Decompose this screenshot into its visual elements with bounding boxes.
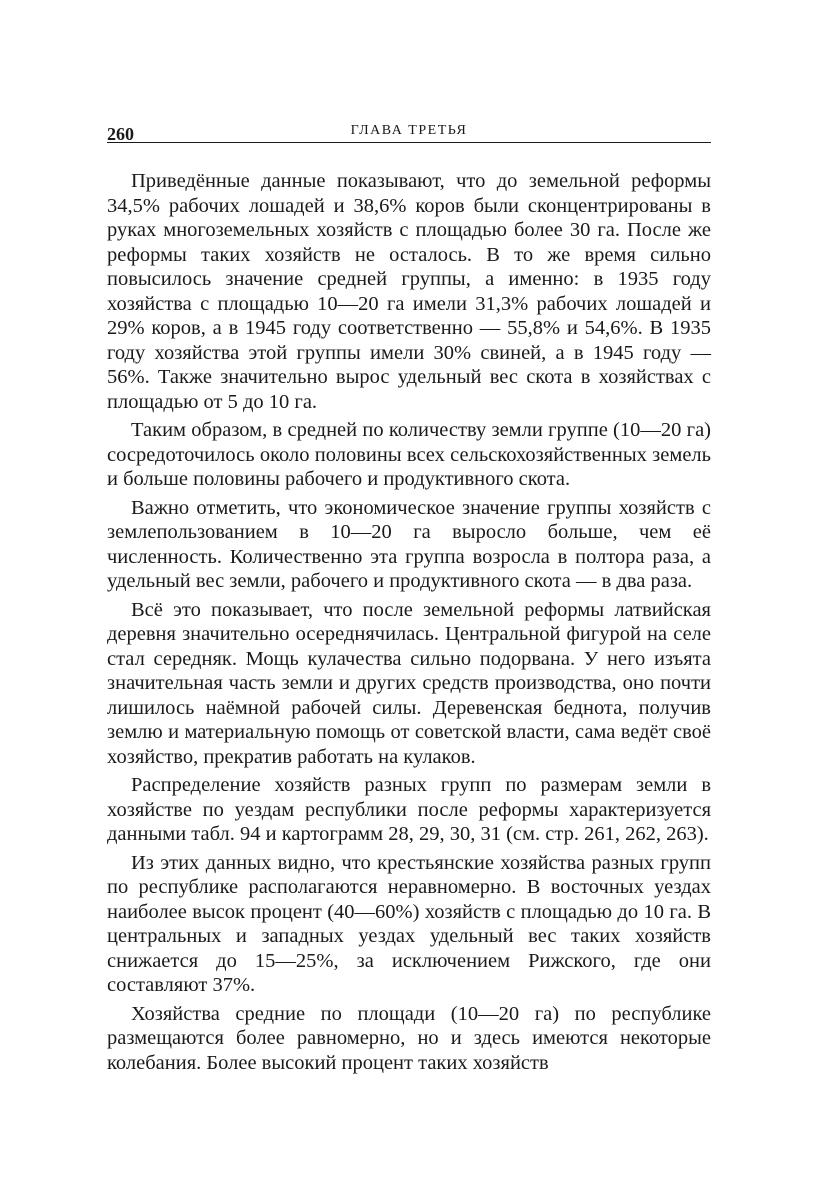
paragraph: Таким образом, в средней по количеству земли группе (10—20 га) сосредоточилось около половины всех сельскохозяйственных земель и больше половины рабочего и продуктивного скота.	[107, 419, 711, 490]
page-number: 260	[107, 124, 134, 144]
paragraph: Важно отметить, что экономическое значение группы хозяйств с землепользованием в 10—20 га выросло больше, чем её численность. Количественно эта группа возросла в полтора раза, а удельный вес земли, рабочего и продуктивного скота — в два раза.	[107, 496, 711, 592]
body-text	[107, 169, 711, 1075]
book-page	[107, 120, 711, 1079]
paragraph: Распределение хозяйств разных групп по размерам земли в хозяйстве по уездам республики после реформы характеризуется данными табл. 94 и картограмм 28, 29, 30, 31 (см. стр. 261, 262, 263).	[107, 774, 711, 845]
page-header	[107, 120, 711, 143]
paragraph: Всё это показывает, что после земельной реформы латвийская деревня значительно осереднячилась. Центральной фигурой на селе стал середняк. Мощь кулачества сильно подорвана. У него изъята значительная часть земли и других средств производства, оно почти лишилось наёмной рабочей силы. Деревенская беднота, получив землю и материальную помощь от советской власти, сама ведёт своё хозяйство, прекратив работать на кулаков.	[107, 598, 711, 768]
running-head: ГЛАВА ТРЕТЬЯ	[350, 123, 468, 138]
paragraph: Приведённые данные показывают, что до земельной реформы 34,5% рабочих лошадей и 38,6% коров были сконцентрированы в руках многоземельных хозяйств с площадью более 30 га. После же реформы таких хозяйств не осталось. В то же время сильно повысилось значение средней группы, а именно: в 1935 году хозяйства с площадью 10—20 га имели 31,3% рабочих лошадей и 29% коров, а в 1945 году соответственно — 55,8% и 54,6%. В 1935 году хозяйства этой группы имели 30% свиней, а в 1945 году — 56%. Также значительно вырос удельный вес скота в хозяйствах с площадью от 5 до 10 га.	[107, 170, 711, 413]
paragraph: Хозяйства средние по площади (10—20 га) по республике размещаются более равномерно, но и здесь имеются некоторые колебания. Более высокий процент таких хозяйств	[107, 1002, 711, 1074]
paragraph: Из этих данных видно, что крестьянские хозяйства разных групп по республике располагаются неравномерно. В восточных уездах наиболее высок процент (40—60%) хозяйств с площадью до 10 га. В центральных и западных уездах удельный вес таких хозяйств снижается до 15—25%, за исключением Рижского, где они составляют 37%.	[107, 851, 711, 996]
